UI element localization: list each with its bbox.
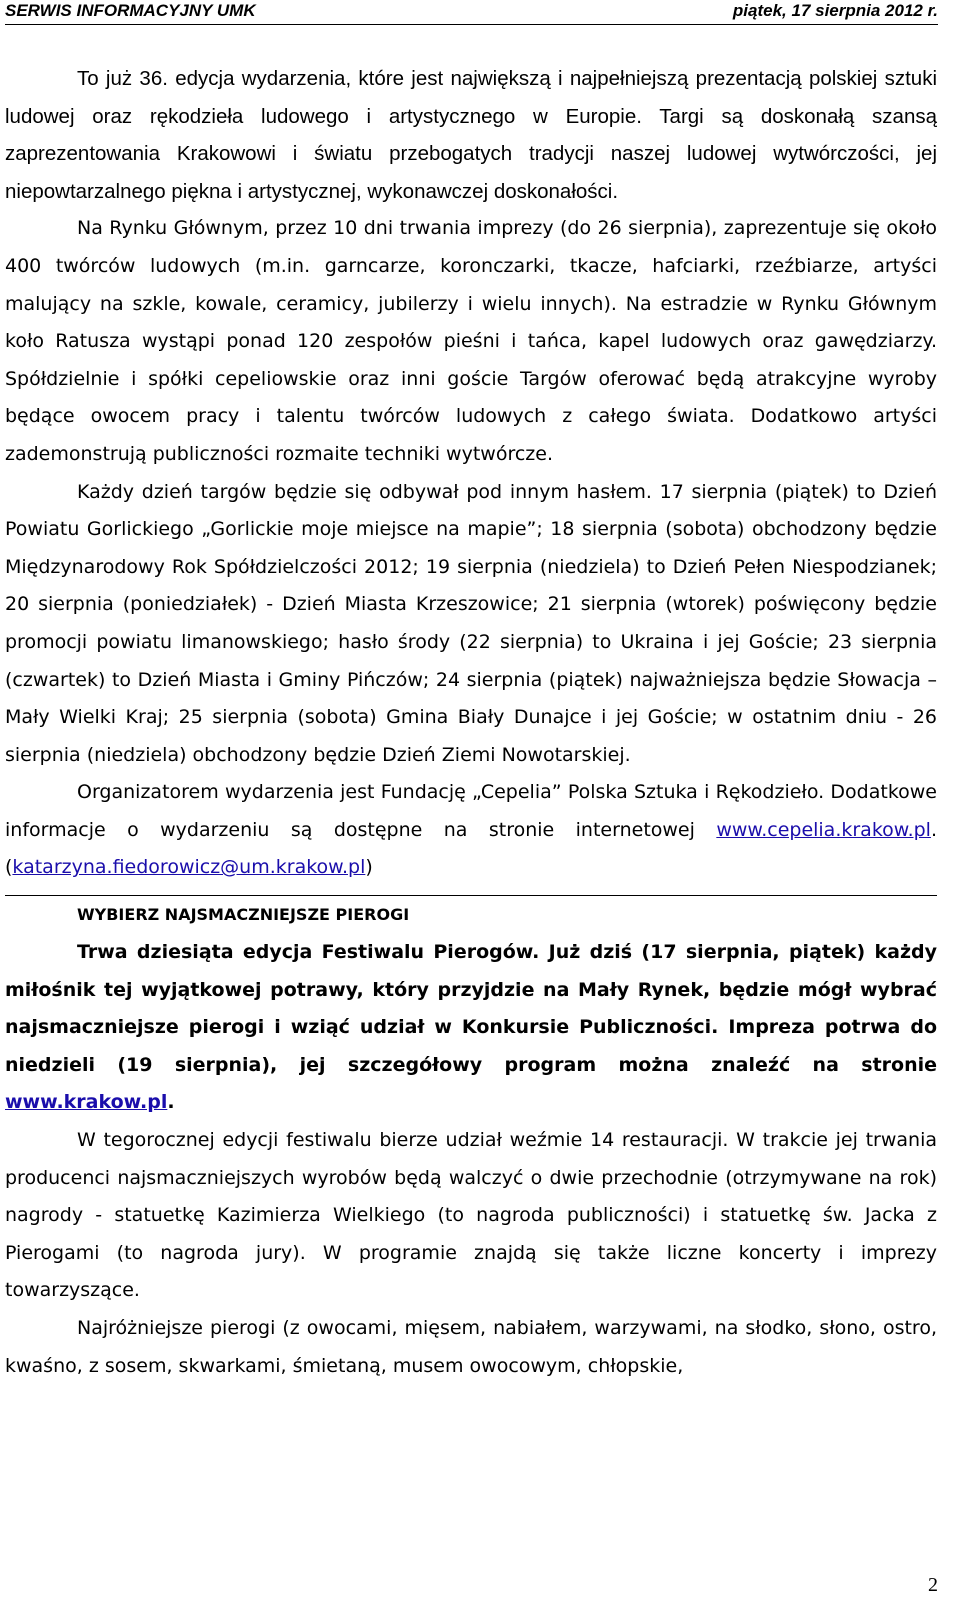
page-number: 2 (928, 1574, 938, 1596)
paragraph-targi-intro: To już 36. edycja wydarzenia, które jest największą i najpełniejszą prezentacją polskiej sztuki ludowej oraz rękodzieła ludowego i artystycznego w Europie. Targi są doskonałą szansą zaprezentowania Krakowowi i światu przebogatych tradycji naszej ludowej wytwórczości, jej niepowtarzalnego piękna i artystycznej, wykonawczej doskonałości. (5, 67, 937, 203)
organizer-text: Organizatorem wydarzenia jest Fundację „Cepelia” Polska Sztuka i Rękodzieło. Dodatkowe informacje o wydarzeniu są dostępne na stronie internetowej (5, 781, 937, 841)
organizer-text-end: ) (365, 856, 373, 879)
krakow-link[interactable]: www.krakow.pl (5, 1091, 168, 1114)
page-header (5, 0, 938, 25)
paragraph-restauracje: W tegorocznej edycji festiwalu bierze udział weźmie 14 restauracji. W trakcie jej trwania producenci najsmaczniejszych wyrobów będą walczyć o dwie przechodnie (otrzymywane na rok) nagrody - statuetkę Kazimierza Wielkiego (to nagroda publiczności) i statuetkę św. Jacka z Pierogami (to nagroda jury). W programie znajdą się także liczne koncerty i imprezy towarzyszące. (5, 1129, 937, 1302)
email-link[interactable]: katarzyna.fiedorowicz@um.krakow.pl (12, 856, 366, 879)
paragraph-program-dni: Każdy dzień targów będzie się odbywał pod innym hasłem. 17 sierpnia (piątek) to Dzień Powiatu Gorlickiego „Gorlickie moje miejsce na mapie”; 18 sierpnia (sobota) obchodzony będzie Międzynarodowy Rok Spółdzielczości 2012; 19 sierpnia (niedziela) to Dzień Pełen Niespodzianek; 20 sierpnia (poniedziałek) - Dzień Miasta Krzeszowice; 21 sierpnia (wtorek) poświęcony będzie promocji powiatu limanowskiego; hasło środy (22 sierpnia) to Ukraina i jej Goście; 23 sierpnia (czwartek) to Dzień Miasta i Gminy Pińczów; 24 sierpnia (piątek) najważniejsza będzie Słowacja – Mały Wielki Kraj; 25 sierpnia (sobota) Gmina Biały Dunajce i jej Goście; w ostatnim dniu - 26 sierpnia (niedziela) obchodzony będzie Dzień Ziemi Nowotarskiej. (5, 480, 937, 766)
paragraph-rodzaje-pierogow: Najróżniejsze pierogi (z owocami, mięsem, nabiałem, warzywami, na słodko, słono, ostro, kwaśno, z sosem, skwarkami, śmietaną, musem owocowym, chłopskie, (5, 1317, 937, 1377)
cepelia-link[interactable]: www.cepelia.krakow.pl (716, 818, 931, 841)
header-date: piątek, 17 sierpnia 2012 r. (732, 1, 938, 20)
paragraph-pierogi-lead (5, 934, 937, 1122)
paragraph-organizator (5, 774, 937, 887)
organizer-text-mid: . ( (5, 818, 937, 879)
document-body (5, 60, 937, 1385)
paragraph-rynek-glowny: Na Rynku Głównym, przez 10 dni trwania imprezy (do 26 sierpnia), zaprezentuje się około 400 twórców ludowych (m.in. garncarze, koronczarki, tkacze, hafciarki, rzeźbiarze, artyści malujący na szkle, kowale, ceramicy, jubilerzy i wielu innych). Na estradzie w Rynku Głównym koło Ratusza wystąpi ponad 120 zespołów pieśni i tańca, kapel ludowych oraz gawędziarzy. Spółdzielnie i spółki cepeliowskie oraz inni goście Targów oferować będą atrakcyjne wyroby będące owocem pracy i talentu twórców ludowych z całego świata. Dodatkowo artyści zademonstrują publiczności rozmaite techniki wytwórcze. (5, 217, 937, 465)
header-title: SERWIS INFORMACYJNY UMK (5, 1, 256, 20)
lead-text-end: . (167, 1091, 175, 1114)
lead-text: Trwa dziesiąta edycja Festiwalu Pierogów. Już dziś (17 sierpnia, piątek) każdy miłośnik tej wyjątkowej potrawy, który przyjdzie na Mały Rynek, będzie mógł wybrać najsmaczniejsze pierogi i wziąć udział w Konkursie Publiczności. Impreza potrwa do niedzieli (19 sierpnia), jej szczegółowy program można znaleźć na stronie (5, 941, 937, 1076)
section-heading: WYBIERZ NAJSMACZNIEJSZE PIEROGI (77, 905, 410, 925)
